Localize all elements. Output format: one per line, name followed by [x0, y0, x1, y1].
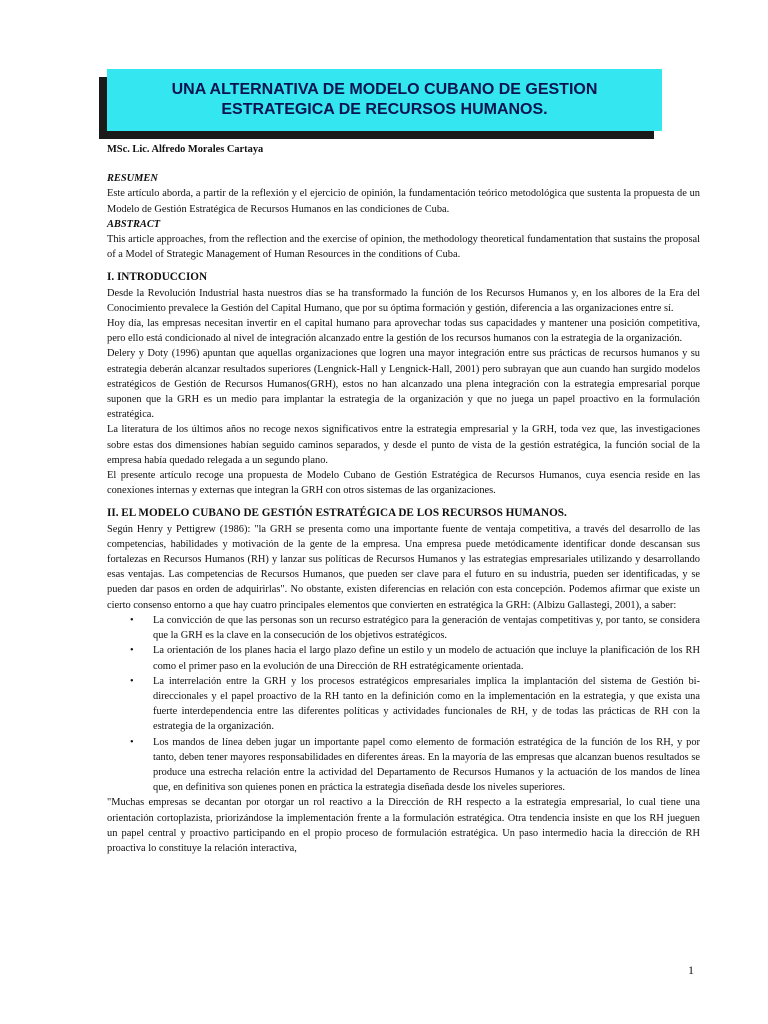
section-1-heading: I. INTRODUCCION: [107, 271, 208, 284]
title-line-2: ESTRATEGICA DE RECURSOS HUMANOS.: [221, 101, 548, 118]
author: MSc. Lic. Alfredo Morales Cartaya: [107, 144, 264, 155]
document-body: [107, 142, 700, 856]
title-line-1: UNA ALTERNATIVA DE MODELO CUBANO DE GESTION: [171, 81, 598, 98]
title-banner: [107, 69, 662, 131]
paragraph: Desde la Revolución Industrial hasta nuestros días se ha transformado la función de los Recursos Humanos y, en los albores de la Era del Conocimiento prevalece la Gestión del Capital Humano, que por su óptima formación y gestión, diferencia a las organizaciones entre sí.: [107, 287, 700, 314]
list-item: • La convicción de que las personas son un recurso estratégico para la generación de ventajas competitivas y, por tanto, se considera que la GRH es la clave en la consecución de los objetivos estratégicos.: [153, 613, 700, 643]
paragraph: El presente artículo recoge una propuesta de Modelo Cubano de Gestión Estratégica de Recursos Humanos, cuya esencia reside en las conexiones internas y externas que integran la GRH con otros sistemas de las organizaciones.: [107, 470, 700, 497]
bullet-list: [107, 613, 700, 795]
paragraph: Según Henry y Pettigrew (1986): "la GRH se presenta como una importante fuente de ventaja competitiva, a través del desarrollo de las competencias, habilidades y motivación de la gente de la empresa. Una empresa puede metódicamente identificar donde descansan sus fortalezas en Recursos Humanos (RH) y lanzar sus políticas de Recursos Humanos y las estrategias empresariales utilizando y desarrollando esas ventajas. Las competencias de Recursos Humanos, que pueden ser clave para el futuro en su industria, pueden ser identificadas, y se pueden dar pasos en orden de adquirirlas". No obstante, existen diferencias en relación con esta concepción. Podemos afirmar que existe un cierto consenso entorno a que hay cuatro principales elementos que convierten en estratégica la GRH: (Albizu Gallastegi, 2001), a saber:: [107, 523, 700, 611]
abstract-label: ABSTRACT: [107, 218, 161, 230]
list-item: • La orientación de los planes hacia el largo plazo define un estilo y un modelo de actuación que incluye la planificación de los RH como el primer paso en la evolución de una Dirección de RH estratégicamente orientada.: [153, 643, 700, 673]
paragraph: "Muchas empresas se decantan por otorgar un rol reactivo a la Dirección de RH respecto a la estrategia empresarial, lo cual tiene una orientación cortoplazista, priorizándose la implementación frente a la formulación estratégica. Otra tendencia insiste en que los RH jueguen un papel central y proactivo participando en el propio proceso de formulación estratégica. Un paso intermedio hacia la dirección de RH proactiva lo constituye la relación interactiva,: [107, 797, 700, 854]
resumen-label: RESUMEN: [107, 173, 158, 185]
paragraph: La literatura de los últimos años no recoge nexos significativos entre la estrategia empresarial y la GRH, toda vez que, las investigaciones sobre estas dos dimensiones habían seguido caminos separados, y desde el punto de vista de la gestión estratégica, la función social de la empresa había quedado relegada a un segundo plano.: [107, 424, 700, 466]
paragraph: Delery y Doty (1996) apuntan que aquellas organizaciones que logren una mayor integración entre sus prácticas de recursos humanos y su estrategia deberán alcanzar resultados superiores (Lengnick-Hall y Lengnick-Hall, 2001) pero subrayan que aun cuando han surgido modelos estratégicos de Gestión de Recursos Humanos(GRH), estos no han alcanzado una plena integración con la estrategia empresarial porque suponen que la GRH es un medio para implantar la estrategia de la organización y que no juega un papel proactivo en la formulación estratégica.: [107, 348, 700, 421]
paragraph: Hoy día, las empresas necesitan invertir en el capital humano para aprovechar todas sus capacidades y mantener una posición competitiva, pero ello está condicionado al nivel de integración alcanzado entre la gestión de los recursos humanos con la estrategia de la organización.: [107, 318, 700, 345]
section-2-heading: II. EL MODELO CUBANO DE GESTIÓN ESTRATÉGICA DE LOS RECURSOS HUMANOS.: [107, 507, 567, 520]
list-item: • Los mandos de línea deben jugar un importante papel como elemento de formación estratégica de la función de los RH, y por tanto, deben tener mayores responsabilidades en diferentes áreas. En la mayoría de las empresas que alcanzan buenos resultados se produce una estrecha relación entre la actividad del Departamento de Recursos Humanos y la actuación de los mandos de línea que, en definitiva son quienes ponen en práctica la estrategia diseñada desde los niveles superiores.: [153, 735, 700, 796]
page-number: 1: [688, 963, 694, 977]
abstract-text: This article approaches, from the reflection and the exercise of opinion, the methodology theoretical fundamentation that sustains the proposal of a Model of Strategic Management of Human Resources in the conditions of Cuba.: [107, 234, 700, 261]
resumen-text: Este artículo aborda, a partir de la reflexión y el ejercicio de opinión, la fundamentación teórico metodológica que sustenta la propuesta de un Modelo de Gestión Estratégica de Recursos Humanos en las condiciones de Cuba.: [107, 188, 700, 215]
list-item: • La interrelación entre la GRH y los procesos estratégicos empresariales implica la implantación del sistema de Gestión bi-direccionales y el papel proactivo de la RH tanto en la definición como en la implementación en la estrategia, y que exista una fuerte interdependencia entre las diferentes políticas y actividades funcionales de RH, y de todas las prácticas de RH con la estrategia de la organización.: [153, 674, 700, 735]
